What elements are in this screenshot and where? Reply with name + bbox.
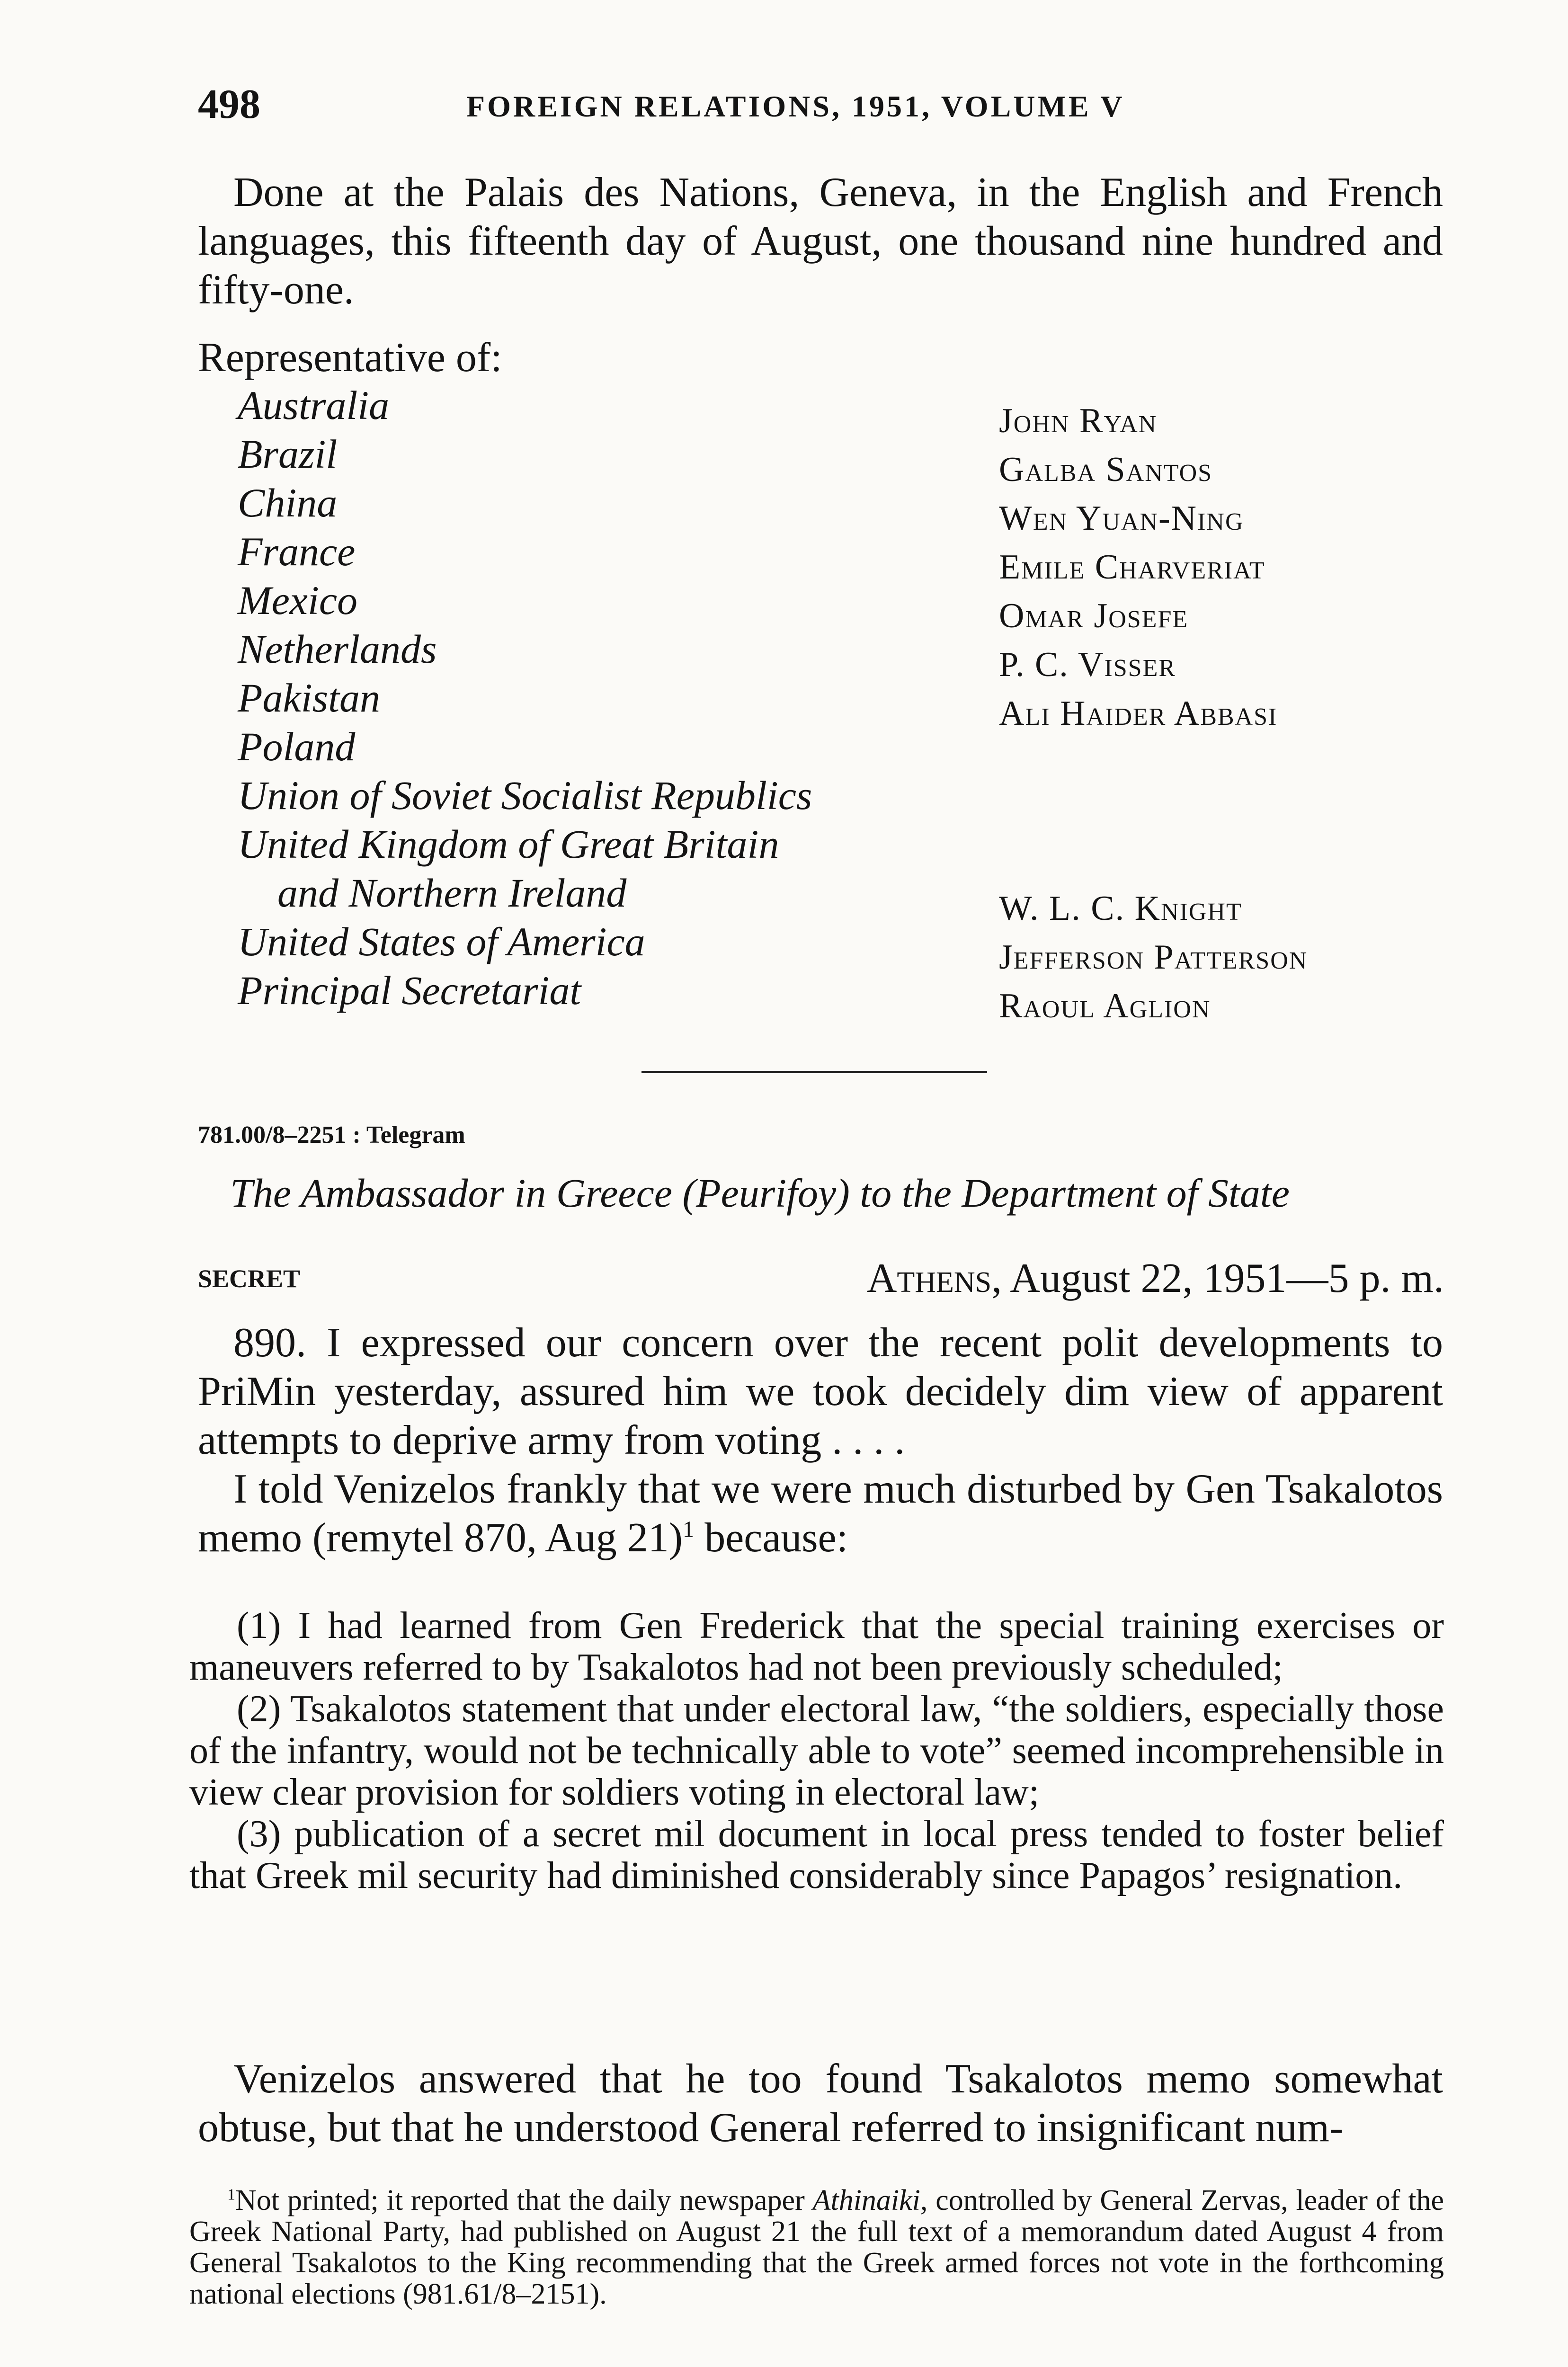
country-item: Pakistan [238,675,380,721]
dateline-date: August 22, 1951—5 p. m. [1010,1255,1444,1301]
telegram-closing-text: Venizelos answered that he too found Tsakalotos memo somewhat obtuse, but that he understood General referred to insignificant num- [198,2056,1443,2151]
country-item: and Northern Ireland [277,870,627,916]
telegram-paragraph: 890. I expressed our concern over the recent polit developments to PriMin yesterday, assured him we took decidely dim view of apparent attempts to deprive army from voting . . . . [198,1320,1443,1463]
footnote-ref: 1 [683,1517,695,1542]
country-item: Union of Soviet Socialist Republics [238,773,812,818]
footnote-text [189,2185,1444,2310]
signer-name: Raoul Aglion [999,987,1211,1025]
document-title: The Ambassador in Greece (Peurifoy) to the Department of State [230,1170,1290,1216]
footnote-newspaper: Athinaiki [812,2184,920,2216]
signer-name: Emile Charveriat [999,548,1265,587]
country-item: Netherlands [238,626,437,672]
signer-name: Ali Haider Abbasi [999,694,1278,733]
country-item: France [238,529,356,574]
signer-name: P. C. Visser [999,645,1176,684]
country-item: Brazil [238,431,338,477]
signer-name: W. L. C. Knight [999,889,1242,928]
footnote-text-before: Not printed; it reported that the daily newspaper [235,2184,813,2216]
footnote-marker: 1 [227,2186,236,2204]
country-item: China [238,480,338,525]
page-number: 498 [198,81,260,127]
document-reference: 781.00/8–2251 : Telegram [198,1121,465,1148]
telegram-body [198,1318,1443,1562]
signer-name [999,738,1308,787]
signer-name: Omar Josefe [999,596,1189,635]
country-item: United Kingdom of Great Britain [238,821,779,867]
footnote-text-after: , controlled by General Zervas, leader of the Greek National Party, had published on August 21 the full text of a memorandum dated August 4 from General Tsakalotos to the King recommending that the Greek armed forces not vote in the forthcoming national elections (981.61/8–2151). [189,2184,1444,2310]
signer-name: Jefferson Patterson [999,938,1308,977]
signer-name: Wen Yuan-Ning [999,499,1244,538]
signer-list [999,397,1308,1031]
telegram-paragraph-tail: because: [694,1515,848,1561]
running-title: FOREIGN RELATIONS, 1951, VOLUME V [466,89,1125,123]
section-divider [641,1071,987,1073]
list-item: (2) Tsakalotos statement that under electoral law, “the soldiers, especially those of the infantry, would not be technically able to vote” seemed incomprehensible in view clear provision for soldiers voting in electoral law; [189,1688,1444,1813]
telegram-closing [198,2055,1443,2152]
signer-name: Galba Santos [999,450,1213,489]
country-item: Principal Secretariat [238,968,581,1013]
telegram-paragraph [198,1465,1443,1562]
classification-label: SECRET [198,1264,301,1293]
country-item: Poland [238,724,356,769]
signer-name: John Ryan [999,401,1158,440]
list-item: (3) publication of a secret mil document in local press tended to foster belief that Greek mil security had diminished considerably since Papagos’ resignation. [189,1813,1444,1896]
country-list [238,381,812,1015]
closing-paragraph-text: Done at the Palais des Nations, Geneva, in the English and French languages, this fifteenth day of August, one thousand nine hundred and fifty-one. [198,169,1443,313]
country-item: United States of America [238,919,645,964]
representative-label: Representative of: [198,335,502,381]
footnote [189,2185,1444,2310]
closing-paragraph [198,168,1443,314]
country-item: Mexico [238,578,358,623]
country-item: Australia [238,383,390,428]
signer-name [999,836,1308,884]
dateline-city: Athens, [866,1255,1002,1301]
dateline [867,1255,1444,1302]
signer-name [999,787,1308,836]
list-item: (1) I had learned from Gen Frederick that the special training exercises or maneuvers referred to by Tsakalotos had not been previously scheduled; [189,1605,1444,1688]
concern-list [189,1605,1444,1896]
telegram-paragraph-text: I told Venizelos frankly that we were much disturbed by Gen Tsakalotos memo (remytel 870, Aug 21) [198,1466,1443,1561]
